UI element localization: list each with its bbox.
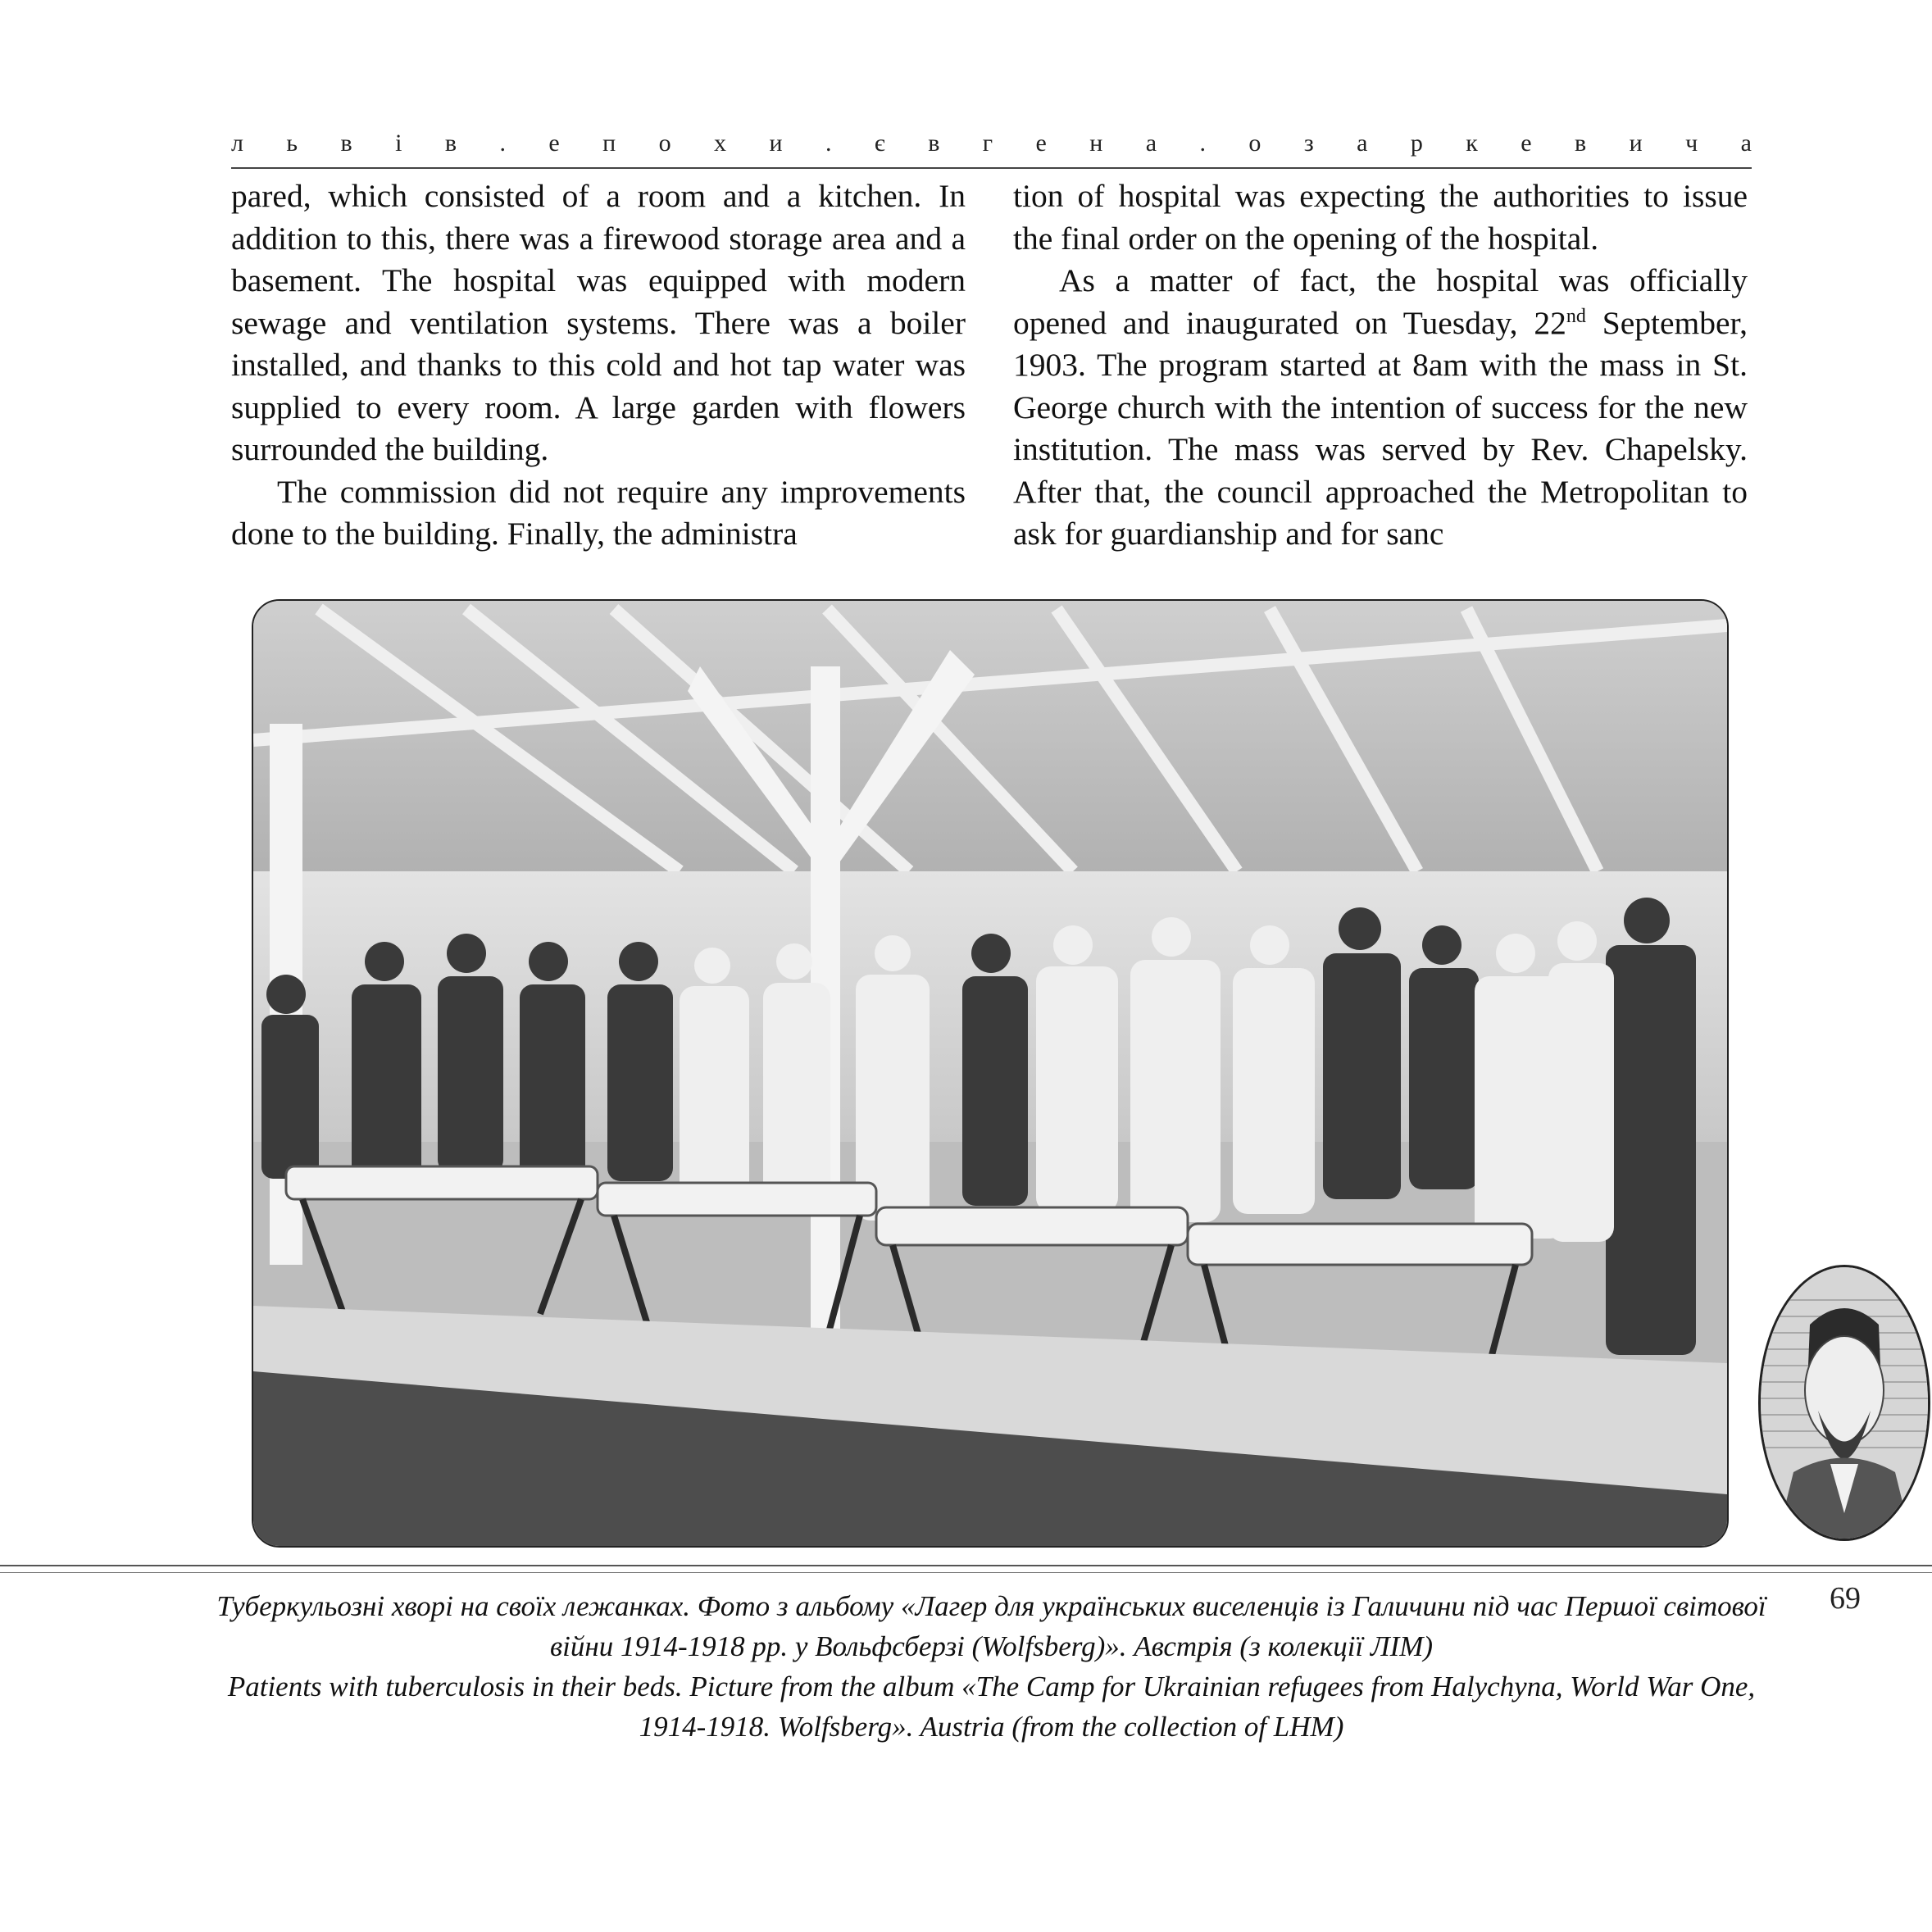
right-paragraph-2-text-b: September, 1903. The program started at 8am with the mass in St. George church with the intention of success for the new institution. The mass was served by Rev. Chapelsky. After that, the council approached the Metropolitan to ask for guardianship and for sanc (1013, 304, 1748, 552)
right-paragraph-2 (1013, 260, 1748, 556)
running-head-glyph: . (499, 130, 506, 157)
caption-ukrainian: Туберкульозні хворі на своїх лежанках. Фото з альбому «Лагер для українських виселенців із Галичини під час Першої світової війни 1914-1918 рр. у Вольфсберзі (Wolfsberg)». Австрія (з колекції ЛІМ) (216, 1590, 1766, 1662)
running-head-glyph: в (928, 130, 940, 157)
running-head-glyph: е (1035, 130, 1047, 157)
running-head-glyph: . (1199, 130, 1206, 157)
running-head-glyph: з (1303, 130, 1314, 157)
caption-rule-bottom (0, 1572, 1932, 1573)
running-head-glyph: о (658, 130, 671, 157)
running-head-glyph: л (231, 130, 243, 157)
running-head-glyph: е (1521, 130, 1532, 157)
running-head-glyph: п (602, 130, 616, 157)
left-paragraph-2: The commission did not require any improvements done to the building. Finally, the administra (231, 473, 966, 552)
running-head-glyph: в (444, 130, 457, 157)
running-head-glyph: о (1248, 130, 1261, 157)
right-paragraph-2-text-a: As a matter of fact, the hospital was officially opened and inaugurated on Tuesday, 22 (1013, 262, 1748, 341)
portrait-icon (1761, 1267, 1928, 1539)
running-head (231, 131, 1752, 156)
running-head-glyph: а (1145, 130, 1157, 157)
page-number: 69 (1830, 1581, 1861, 1616)
archival-photo-image (253, 601, 1727, 1546)
running-head-glyph: р (1410, 130, 1423, 157)
running-head-glyph: і (395, 130, 402, 157)
running-head-glyph: є (874, 130, 885, 157)
header-rule (231, 167, 1752, 169)
running-head-glyph: е (548, 130, 560, 157)
running-head-glyph: в (340, 130, 352, 157)
running-head-glyph: к (1466, 130, 1478, 157)
running-head-glyph: и (769, 130, 783, 157)
running-head-glyph: ь (286, 130, 298, 157)
archival-photo (252, 599, 1729, 1548)
running-head-glyph: а (1357, 130, 1368, 157)
left-paragraph-1: pared, which consisted of a room and a kitchen. In addition to this, there was a firewood storage area and a basement. The hospital was equipped with modern sewage and ventilation systems. There was a boiler installed, and thanks to this cold and hot tap water was supplied to every room. A large garden with flowers surrounded the building. (231, 178, 966, 467)
caption-english: Patients with tuberculosis in their beds. Picture from the album «The Camp for Ukrainian refugees from Halychyna, World War One, 1914-1918. Wolfsberg». Austria (from the collection of LHM) (227, 1671, 1756, 1743)
running-head-glyph: х (714, 130, 727, 157)
photo-caption (215, 1586, 1768, 1747)
caption-rule-top (0, 1565, 1932, 1566)
running-head-glyph: н (1089, 130, 1103, 157)
left-text-column (231, 175, 966, 556)
right-paragraph-1: tion of hospital was expecting the authorities to issue the final order on the opening of the hospital. (1013, 178, 1748, 257)
running-head-glyph: и (1629, 130, 1643, 157)
running-head-glyph: ч (1685, 130, 1698, 157)
right-text-column (1013, 175, 1748, 556)
ordinal-superscript: nd (1566, 305, 1586, 327)
running-head-glyph: в (1575, 130, 1587, 157)
running-head-glyph: г (982, 130, 993, 157)
portrait-oval (1758, 1265, 1930, 1541)
running-head-glyph: а (1740, 130, 1752, 157)
running-head-glyph: . (825, 130, 832, 157)
